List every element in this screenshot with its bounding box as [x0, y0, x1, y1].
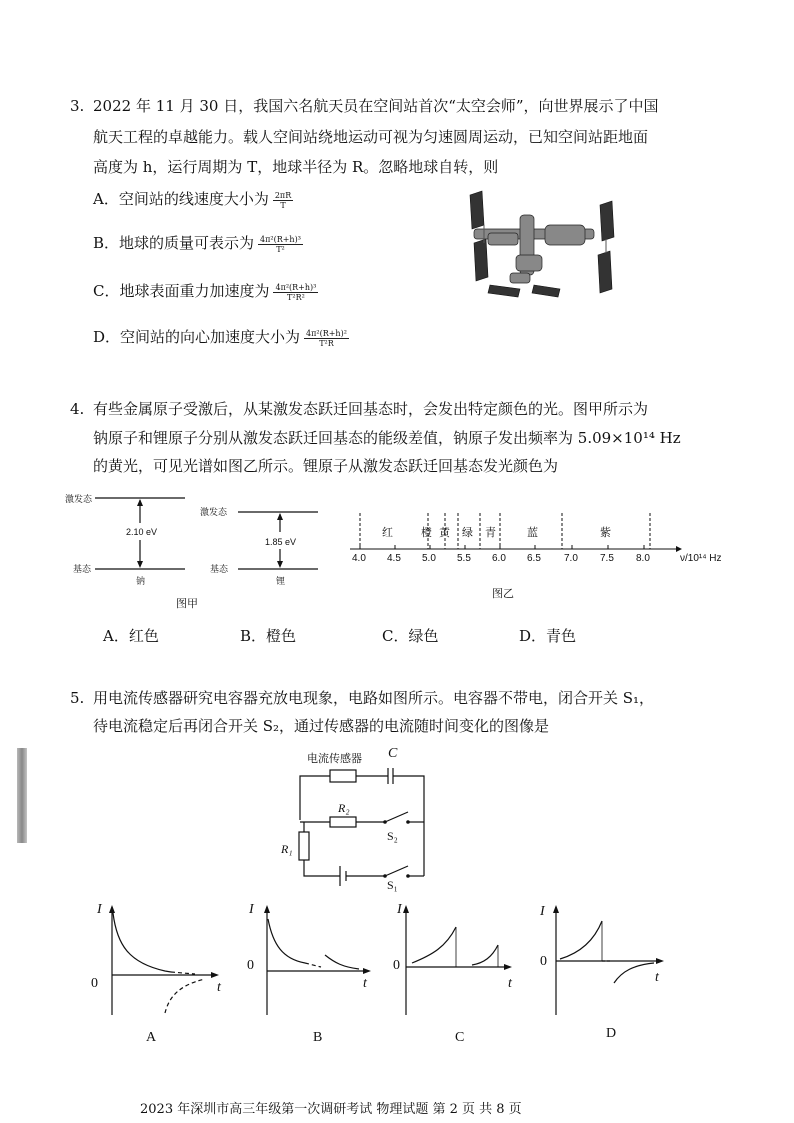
graph-b-zero: 0 [247, 958, 254, 973]
scan-mark [17, 748, 27, 843]
tick-4-0: 4.0 [352, 553, 366, 564]
na-energy-label: 2.10 eV [126, 527, 158, 537]
graph-b-t-label: t [363, 976, 367, 991]
graph-a-charge-curve [113, 913, 171, 972]
graph-c-zero: 0 [393, 958, 400, 973]
capacitor-label: C [388, 746, 398, 761]
r1-label: R₁ [281, 842, 293, 856]
q4-line3: 的黄光，可见光谱如图乙所示。锂原子从激发态跃迁回基态发光颜色为 [93, 457, 559, 475]
spectrum-unit: ν/10¹⁴ Hz [680, 553, 722, 564]
graph-b-charge-curve [268, 919, 305, 963]
q3-option-c [93, 280, 318, 302]
tick-8-0: 8.0 [636, 553, 650, 564]
q3-option-c-num: 4π²(R+h)³ [275, 282, 317, 292]
q4-line1: 有些金属原子受激后，从某激发态跃迁回基态时，会发出特定颜色的光。图甲所示为 [93, 400, 649, 418]
q3-option-b-den: T² [276, 244, 285, 254]
s2-label: S₂ [387, 829, 398, 843]
graph-d-rise-curve [560, 921, 602, 959]
spectrum-color-green: 绿 [462, 527, 473, 539]
li-energy-label: 1.85 eV [265, 537, 297, 547]
tick-6-0: 6.0 [492, 553, 506, 564]
spectrum-color-blue: 蓝 [527, 527, 538, 539]
q3-line2: 航天工程的卓越能力。载人空间站绕地运动可视为匀速圆周运动，已知空间站距地面 [93, 128, 649, 146]
graph-c-second-rise [472, 945, 498, 965]
q3-option-d-den: T²R [319, 338, 334, 348]
q3-option-d [93, 326, 349, 348]
q3-option-b-num: 4π²(R+h)³ [260, 234, 301, 244]
spectrum-color-red: 红 [382, 527, 393, 539]
q4-option-c: C．绿色 [382, 627, 439, 645]
tick-7-0: 7.0 [564, 553, 578, 564]
graph-b-label: B [313, 1030, 323, 1045]
q3-option-b-text: B．地球的质量可表示为 [93, 234, 255, 252]
na-ground-label: 基态 [73, 564, 92, 574]
q4-option-d: D．青色 [519, 627, 577, 645]
page-footer: 2023 年深圳市高三年级第一次调研考试 物理试题 第 2 页 共 8 页 [140, 1102, 522, 1117]
q3-option-a [93, 188, 293, 210]
q3-option-d-text: D．空间站的向心加速度大小为 [93, 328, 301, 346]
q4-option-b: B．橙色 [240, 627, 297, 645]
switch-s2 [385, 812, 408, 822]
graph-c-label: C [455, 1030, 465, 1045]
graph-a-discharge-curve [165, 979, 205, 1013]
q4-line2: 钠原子和锂原子分别从激发态跃迁回基态的能级差值，钠原子发出频率为 5.09×10¹⁴ Hz [93, 429, 681, 447]
graph-b-i-label: I [249, 902, 254, 917]
q4-number: 4. [70, 400, 85, 418]
tick-6-5: 6.5 [527, 553, 541, 564]
tick-7-5: 7.5 [600, 553, 614, 564]
current-sensor [330, 770, 356, 782]
q3-line1: 2022 年 11 月 30 日，我国六名航天员在空间站首次“太空会师”，向世界展示了中国 [93, 97, 659, 115]
q3-option-a-num: 2πR [274, 190, 292, 200]
spectrum-color-orange: 橙 [421, 527, 432, 539]
fig-yi-caption: 图乙 [492, 587, 514, 600]
graph-a-charge-tail [171, 972, 195, 974]
graph-b [255, 905, 385, 1015]
q3-option-d-num: 4π²(R+h)² [306, 328, 347, 338]
q4-option-a: A．红色 [103, 627, 159, 645]
space-station-image [460, 185, 630, 315]
graph-c-rise-curve [412, 927, 456, 963]
graph-a-t-label: t [217, 980, 221, 995]
tick-5-0: 5.0 [422, 553, 436, 564]
li-excited-label: 激发态 [200, 507, 228, 517]
graph-c-t-label: t [508, 976, 512, 991]
q3-option-c-den: T²R² [287, 292, 305, 302]
switch-s1 [385, 866, 408, 876]
graph-b-second-curve [325, 955, 359, 969]
spectrum-color-violet: 紫 [600, 527, 611, 539]
resistor-r2 [330, 817, 356, 827]
graph-a-label: A [146, 1030, 157, 1045]
graph-d [550, 905, 680, 1015]
s1-label: S₁ [387, 878, 398, 892]
q5-line1: 用电流传感器研究电容器充放电现象，电路如图所示。电容器不带电，闭合开关 S₁， [93, 689, 655, 707]
circuit-diagram [290, 760, 440, 890]
q3-option-a-text: A．空间站的线速度大小为 [93, 190, 269, 208]
graph-d-i-label: I [540, 904, 545, 919]
graph-a-zero: 0 [91, 976, 98, 991]
graph-b-charge-tail [305, 963, 321, 967]
graph-d-t-label: t [655, 970, 659, 985]
spectrum-color-cyan: 青 [485, 527, 496, 539]
na-label: 钠 [136, 576, 146, 586]
graph-a [95, 905, 235, 1015]
q5-number: 5. [70, 689, 85, 707]
q3-option-c-text: C．地球表面重力加速度为 [93, 282, 270, 300]
sensor-label: 电流传感器 [307, 753, 362, 765]
na-excited-label: 激发态 [65, 494, 93, 504]
q3-option-b [93, 232, 303, 254]
resistor-r1 [299, 832, 309, 860]
spectrum-color-yellow: 黄 [439, 527, 450, 539]
q5-line2: 待电流稳定后再闭合开关 S₂，通过传感器的电流随时间变化的图像是 [93, 717, 550, 735]
tick-5-5: 5.5 [457, 553, 471, 564]
q3-number: 3. [70, 97, 85, 115]
graph-c-i-label: I [397, 902, 402, 917]
q3-line3: 高度为 h，运行周期为 T，地球半径为 R。忽略地球自转，则 [93, 158, 499, 176]
graph-a-i-label: I [97, 902, 102, 917]
fig-jia-caption: 图甲 [176, 597, 198, 610]
r2-label: R₂ [338, 801, 350, 815]
q3-option-a-den: T [280, 200, 286, 210]
graph-c [398, 905, 528, 1015]
graph-d-reverse-curve [614, 963, 654, 983]
li-ground-label: 基态 [210, 564, 229, 574]
graph-d-zero: 0 [540, 954, 547, 969]
tick-4-5: 4.5 [387, 553, 401, 564]
li-label: 锂 [276, 576, 286, 586]
graph-d-label: D [606, 1026, 617, 1041]
